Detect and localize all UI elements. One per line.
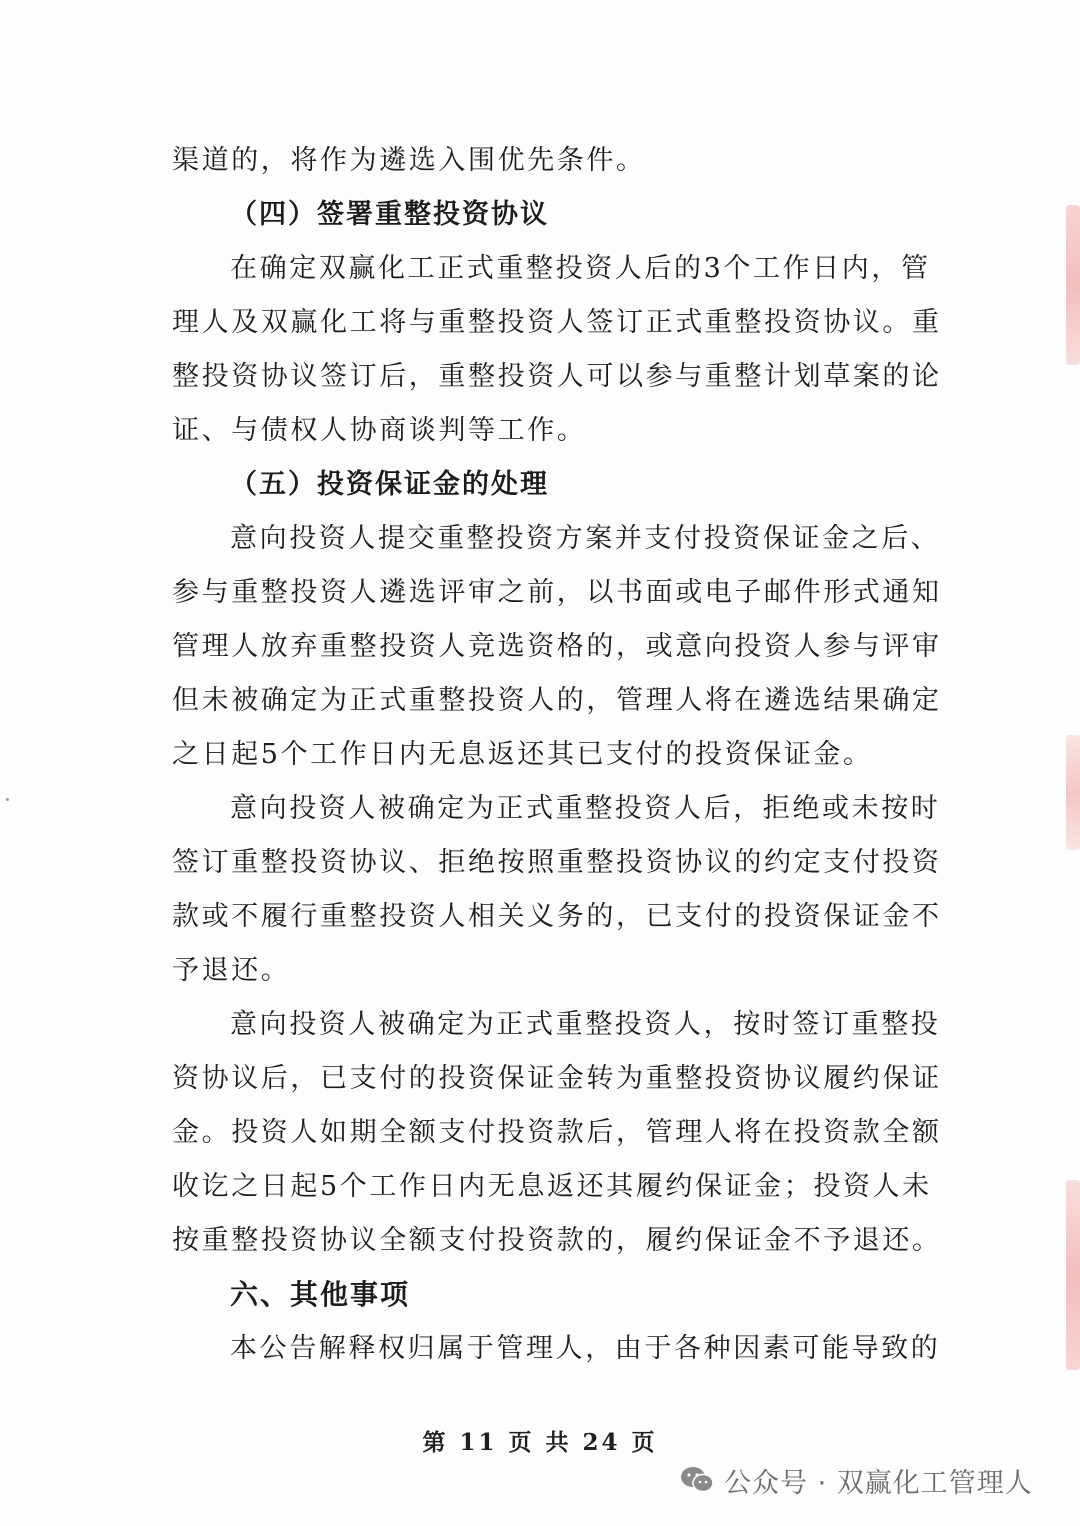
- body-line: 按重整投资协议全额支付投资款的，履约保证金不予退还。: [172, 1225, 942, 1256]
- body-line: 意向投资人被确定为正式重整投资人，按时签订重整投: [230, 1009, 941, 1040]
- body-line: 意向投资人被确定为正式重整投资人后，拒绝或未按时: [230, 793, 941, 824]
- wechat-icon: [680, 1465, 714, 1495]
- body-line: 在确定双赢化工正式重整投资人后的3个工作日内，管: [230, 253, 931, 284]
- wechat-watermark: [680, 1462, 1033, 1498]
- body-line: 但未被确定为正式重整投资人的，管理人将在遴选结果确定: [172, 685, 942, 716]
- seal-mark-middle: [1066, 735, 1080, 850]
- watermark-text: 公众号 · 双赢化工管理人: [724, 1467, 1033, 1499]
- body-line: 款或不履行重整投资人相关义务的，已支付的投资保证金不: [172, 901, 942, 932]
- body-line: 渠道的，将作为遴选入围优先条件。: [172, 145, 646, 176]
- body-line: 管理人放弃重整投资人竞选资格的，或意向投资人参与评审: [172, 631, 942, 662]
- body-line: 资协议后，已支付的投资保证金转为重整投资协议履约保证: [172, 1063, 942, 1094]
- body-line: 之日起5个工作日内无息返还其已支付的投资保证金。: [172, 739, 873, 770]
- body-line: 本公告解释权归属于管理人，由于各种因素可能导致的: [230, 1333, 941, 1364]
- body-line: 金。投资人如期全额支付投资款后，管理人将在投资款全额: [172, 1117, 942, 1148]
- body-line: 签订重整投资协议、拒绝按照重整投资协议的约定支付投资: [172, 847, 942, 878]
- seal-mark-lower: [1066, 1180, 1080, 1370]
- body-line: 整投资协议签订后，重整投资人可以参与重整计划草案的论: [172, 361, 942, 392]
- body-line: 收讫之日起5个工作日内无息返还其履约保证金；投资人未: [172, 1171, 932, 1202]
- body-line: 证、与债权人协商谈判等工作。: [172, 415, 587, 446]
- document-body: [172, 134, 942, 1376]
- seal-mark-upper: [1066, 205, 1080, 365]
- scan-speck: [6, 798, 9, 801]
- section-heading-five: （五）投资保证金的处理: [230, 469, 549, 500]
- section-heading-four: （四）签署重整投资协议: [230, 199, 549, 230]
- page-number-footer: 第 11 页 共 24 页: [422, 1429, 658, 1456]
- body-line: 理人及双赢化工将与重整投资人签订正式重整投资协议。重: [172, 307, 942, 338]
- body-line: 意向投资人提交重整投资方案并支付投资保证金之后、: [230, 523, 941, 554]
- body-line: 予退还。: [172, 955, 291, 986]
- section-heading-six: 六、其他事项: [230, 1278, 411, 1311]
- body-line: 参与重整投资人遴选评审之前，以书面或电子邮件形式通知: [172, 577, 942, 608]
